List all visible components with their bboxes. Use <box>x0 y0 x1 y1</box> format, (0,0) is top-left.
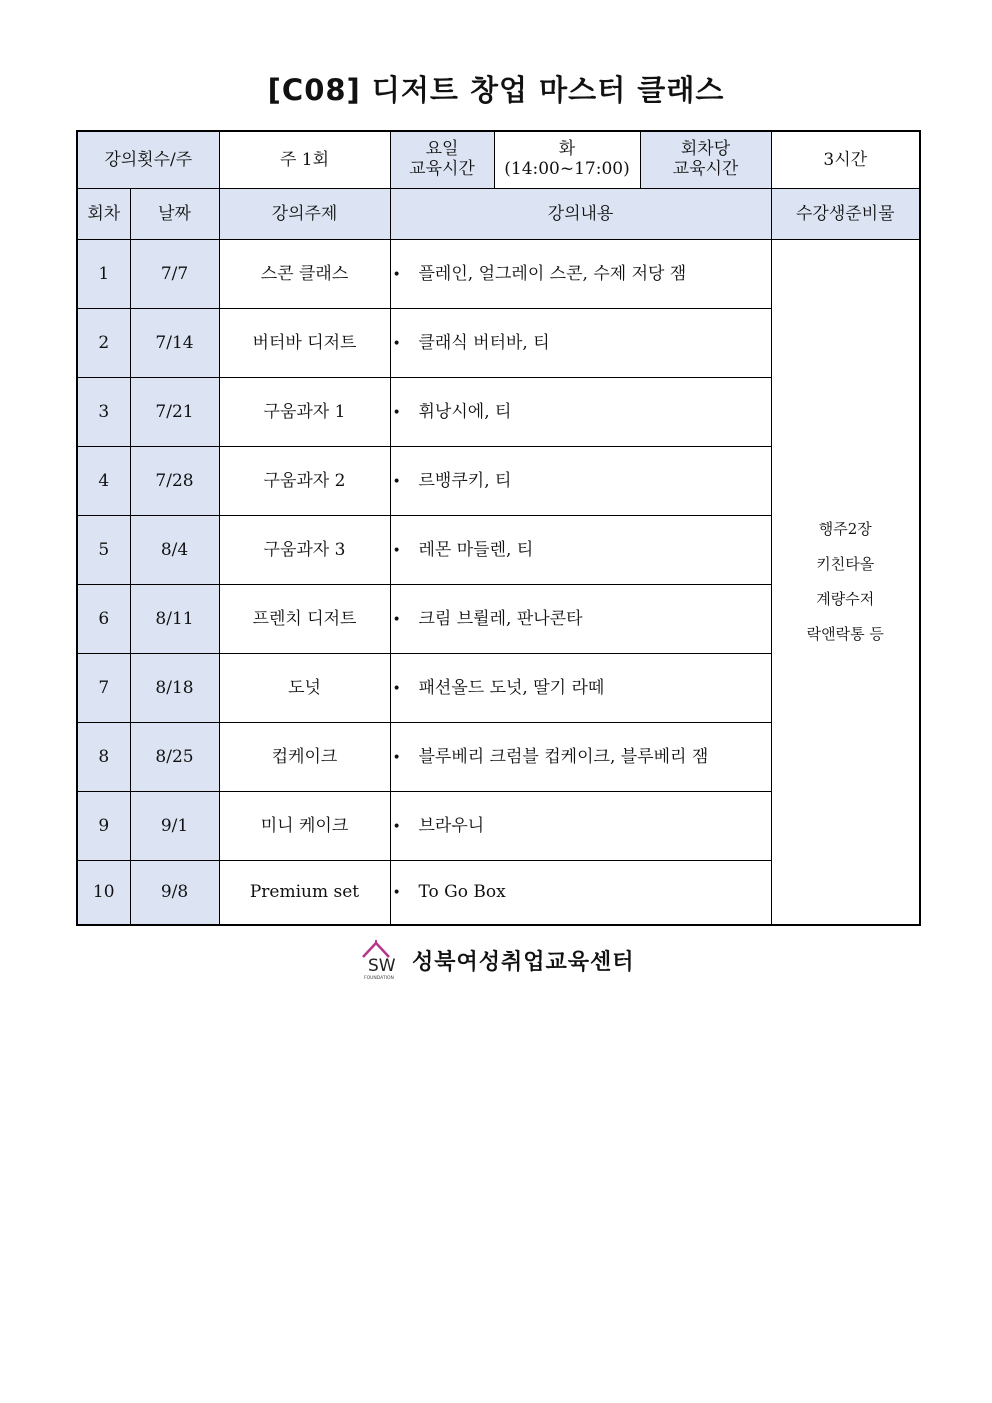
row-content-text: 크림 브륄레, 판나콘타 <box>418 608 583 629</box>
sessions-label: 강의횟수/주 <box>77 131 219 189</box>
sw-foundation-logo <box>360 940 400 980</box>
row-date: 8/18 <box>130 654 219 723</box>
row-content-text: 클래식 버터바, 티 <box>418 332 550 353</box>
row-date: 8/25 <box>130 723 219 792</box>
logo-subtext: FOUNDATION <box>364 976 394 980</box>
row-no: 1 <box>77 240 130 309</box>
supplies-item: 키친타올 <box>816 555 875 573</box>
bullet: • <box>392 749 401 766</box>
bullet: • <box>392 266 401 283</box>
row-date: 7/14 <box>130 309 219 378</box>
per-session-label-line1: 회차당 <box>680 139 731 160</box>
row-date: 9/8 <box>130 861 219 926</box>
house-roof-icon <box>360 940 400 980</box>
row-content-text: 브라우니 <box>418 815 485 836</box>
row-no: 6 <box>77 585 130 654</box>
supplies-item: 행주2장 <box>818 520 872 538</box>
day-value-line2: (14:00~17:00) <box>504 159 630 179</box>
table-row <box>77 240 920 309</box>
supplies-list <box>772 512 920 652</box>
day-label-line1: 요일 <box>425 139 459 160</box>
row-no: 5 <box>77 516 130 585</box>
bullet: • <box>392 611 401 628</box>
bullet: • <box>392 542 401 559</box>
per-session-value: 3시간 <box>771 131 920 189</box>
row-topic: 프렌치 디저트 <box>219 585 390 654</box>
row-date: 8/4 <box>130 516 219 585</box>
row-content-text: 패션올드 도넛, 딸기 라떼 <box>418 677 605 698</box>
row-topic: 버터바 디저트 <box>219 309 390 378</box>
row-topic: 구움과자 1 <box>219 378 390 447</box>
col-header-supplies: 수강생준비물 <box>771 189 920 240</box>
row-no: 10 <box>77 861 130 926</box>
day-label <box>390 131 494 189</box>
row-content <box>390 654 771 723</box>
bullet: • <box>392 473 401 490</box>
row-content <box>390 861 771 926</box>
per-session-label-line2: 교육시간 <box>672 159 739 179</box>
bullet: • <box>392 335 401 352</box>
row-topic: Premium set <box>219 861 390 926</box>
bullet: • <box>392 680 401 697</box>
col-header-content: 강의내용 <box>390 189 771 240</box>
row-date: 9/1 <box>130 792 219 861</box>
row-content-text: 레몬 마들렌, 티 <box>418 539 534 560</box>
row-topic: 스콘 클래스 <box>219 240 390 309</box>
per-session-label <box>640 131 771 189</box>
row-content <box>390 447 771 516</box>
row-content-text: 휘낭시에, 티 <box>418 401 512 422</box>
row-topic: 구움과자 3 <box>219 516 390 585</box>
supplies-item: 계량수저 <box>816 590 875 608</box>
row-date: 7/28 <box>130 447 219 516</box>
row-no: 4 <box>77 447 130 516</box>
supplies-cell <box>771 240 920 926</box>
bullet: • <box>392 818 401 835</box>
day-value-line1: 화 <box>558 139 576 160</box>
org-name: 성북여성취업교육센터 <box>412 948 635 975</box>
row-content <box>390 516 771 585</box>
row-content <box>390 792 771 861</box>
supplies-item: 락앤락통 등 <box>806 625 884 643</box>
row-no: 3 <box>77 378 130 447</box>
day-label-line2: 교육시간 <box>409 159 475 179</box>
row-no: 7 <box>77 654 130 723</box>
row-date: 7/7 <box>130 240 219 309</box>
col-header-date: 날짜 <box>130 189 219 240</box>
row-topic: 도넛 <box>219 654 390 723</box>
row-date: 7/21 <box>130 378 219 447</box>
row-content <box>390 309 771 378</box>
footer <box>360 940 635 980</box>
column-header-row <box>77 189 920 240</box>
row-no: 8 <box>77 723 130 792</box>
row-content-text: 블루베리 크럼블 컵케이크, 블루베리 잼 <box>418 746 709 767</box>
row-content-text: 르뱅쿠키, 티 <box>418 470 512 491</box>
row-content-text: To Go Box <box>418 882 506 903</box>
col-header-topic: 강의주제 <box>219 189 390 240</box>
row-topic: 미니 케이크 <box>219 792 390 861</box>
row-no: 2 <box>77 309 130 378</box>
col-header-no: 회차 <box>77 189 130 240</box>
logo-text: SW <box>368 956 396 976</box>
row-content <box>390 723 771 792</box>
info-row <box>77 131 920 189</box>
row-content <box>390 240 771 309</box>
row-content <box>390 378 771 447</box>
row-content-text: 플레인, 얼그레이 스콘, 수제 저당 잼 <box>418 263 687 284</box>
sessions-value: 주 1회 <box>219 131 390 189</box>
bullet: • <box>392 885 401 902</box>
page-title: [C08] 디저트 창업 마스터 클래스 <box>267 73 725 107</box>
day-value <box>494 131 640 189</box>
row-topic: 컵케이크 <box>219 723 390 792</box>
syllabus-table <box>76 130 921 926</box>
bullet: • <box>392 404 401 421</box>
row-no: 9 <box>77 792 130 861</box>
row-topic: 구움과자 2 <box>219 447 390 516</box>
row-content <box>390 585 771 654</box>
row-date: 8/11 <box>130 585 219 654</box>
